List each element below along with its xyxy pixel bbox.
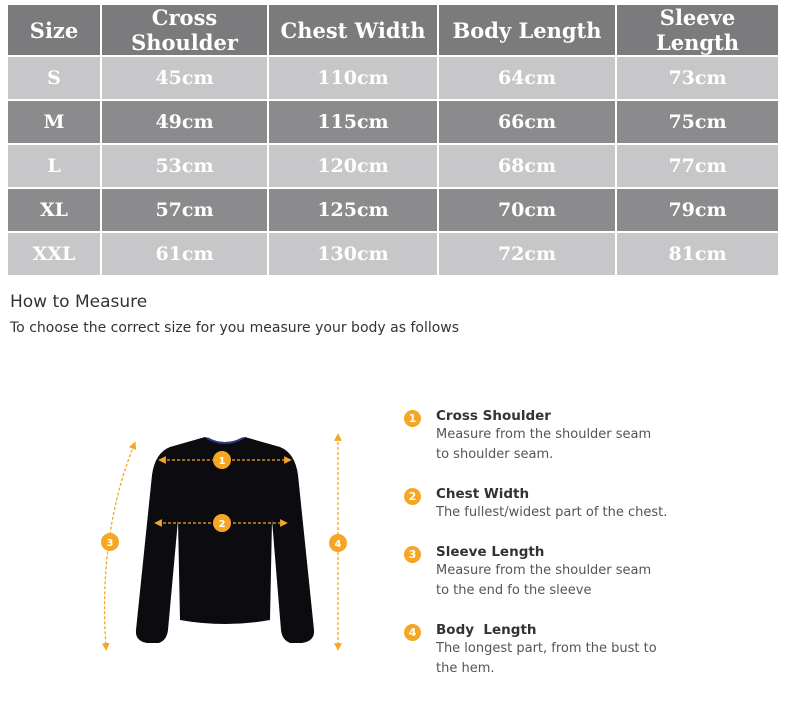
legend-desc-line: Measure from the shoulder seam (436, 427, 652, 442)
how-to-measure-subtitle: To choose the correct size for you measure your body as follows (10, 320, 460, 336)
legend-title: Chest Width (436, 486, 530, 502)
measurement-legend (404, 408, 774, 700)
cell-chest-width: 120cm (269, 145, 439, 189)
cell-sleeve-length: 79cm (617, 189, 778, 233)
legend-description (436, 425, 774, 465)
legend-number-badge: 3 (404, 546, 421, 563)
legend-desc-line: The fullest/widest part of the chest. (436, 505, 668, 520)
cell-chest-width: 130cm (269, 233, 439, 277)
svg-text:2: 2 (218, 519, 226, 530)
legend-item-sleeve-length (404, 544, 774, 601)
cell-size: S (8, 57, 102, 101)
cell-size: M (8, 101, 102, 145)
header-cross-shoulder: Cross Shoulder (102, 5, 269, 57)
legend-description (436, 561, 774, 601)
legend-number-badge: 1 (404, 410, 421, 427)
marker-3 (101, 533, 119, 551)
cell-body-length: 68cm (439, 145, 617, 189)
cell-sleeve-length: 75cm (617, 101, 778, 145)
table-header-row (8, 5, 778, 57)
cell-sleeve-length: 73cm (617, 57, 778, 101)
legend-title: Body Length (436, 622, 537, 638)
cell-chest-width: 115cm (269, 101, 439, 145)
cell-body-length: 64cm (439, 57, 617, 101)
marker-2 (213, 514, 231, 532)
table-row (8, 145, 778, 189)
cell-chest-width: 110cm (269, 57, 439, 101)
legend-description (436, 503, 774, 523)
table-row (8, 233, 778, 277)
legend-number-badge: 4 (404, 624, 421, 641)
marker-1 (213, 451, 231, 469)
legend-desc-line: to shoulder seam. (436, 447, 554, 462)
cell-size: L (8, 145, 102, 189)
cell-cross-shoulder: 49cm (102, 101, 269, 145)
cell-size: XXL (8, 233, 102, 277)
header-body-length: Body Length (439, 5, 617, 57)
legend-desc-line: The longest part, from the bust to (436, 641, 657, 656)
svg-text:1: 1 (218, 456, 226, 467)
header-sleeve-length: Sleeve Length (617, 5, 778, 57)
legend-desc-line: Measure from the shoulder seam (436, 563, 652, 578)
cell-cross-shoulder: 45cm (102, 57, 269, 101)
table-row (8, 101, 778, 145)
legend-item-body-length (404, 622, 774, 679)
cell-chest-width: 125cm (269, 189, 439, 233)
cell-cross-shoulder: 57cm (102, 189, 269, 233)
cell-size: XL (8, 189, 102, 233)
header-size: Size (8, 5, 102, 57)
cell-body-length: 72cm (439, 233, 617, 277)
svg-text:4: 4 (334, 539, 342, 550)
cell-sleeve-length: 81cm (617, 233, 778, 277)
cell-sleeve-length: 77cm (617, 145, 778, 189)
cell-body-length: 70cm (439, 189, 617, 233)
garment-measurement-diagram (90, 425, 360, 660)
legend-item-cross-shoulder (404, 408, 774, 465)
table-row (8, 57, 778, 101)
legend-item-chest-width (404, 486, 774, 523)
how-to-measure-title: How to Measure (10, 292, 148, 312)
header-chest-width: Chest Width (269, 5, 439, 57)
legend-desc-line: to the end fo the sleeve (436, 583, 592, 598)
legend-number-badge: 2 (404, 488, 421, 505)
table-row (8, 189, 778, 233)
legend-title: Cross Shoulder (436, 408, 551, 424)
marker-4 (329, 534, 347, 552)
legend-description (436, 639, 774, 679)
cell-cross-shoulder: 53cm (102, 145, 269, 189)
cell-cross-shoulder: 61cm (102, 233, 269, 277)
legend-desc-line: the hem. (436, 661, 495, 676)
cell-body-length: 66cm (439, 101, 617, 145)
size-chart-table (8, 5, 778, 277)
legend-title: Sleeve Length (436, 544, 545, 560)
svg-text:3: 3 (106, 538, 114, 549)
